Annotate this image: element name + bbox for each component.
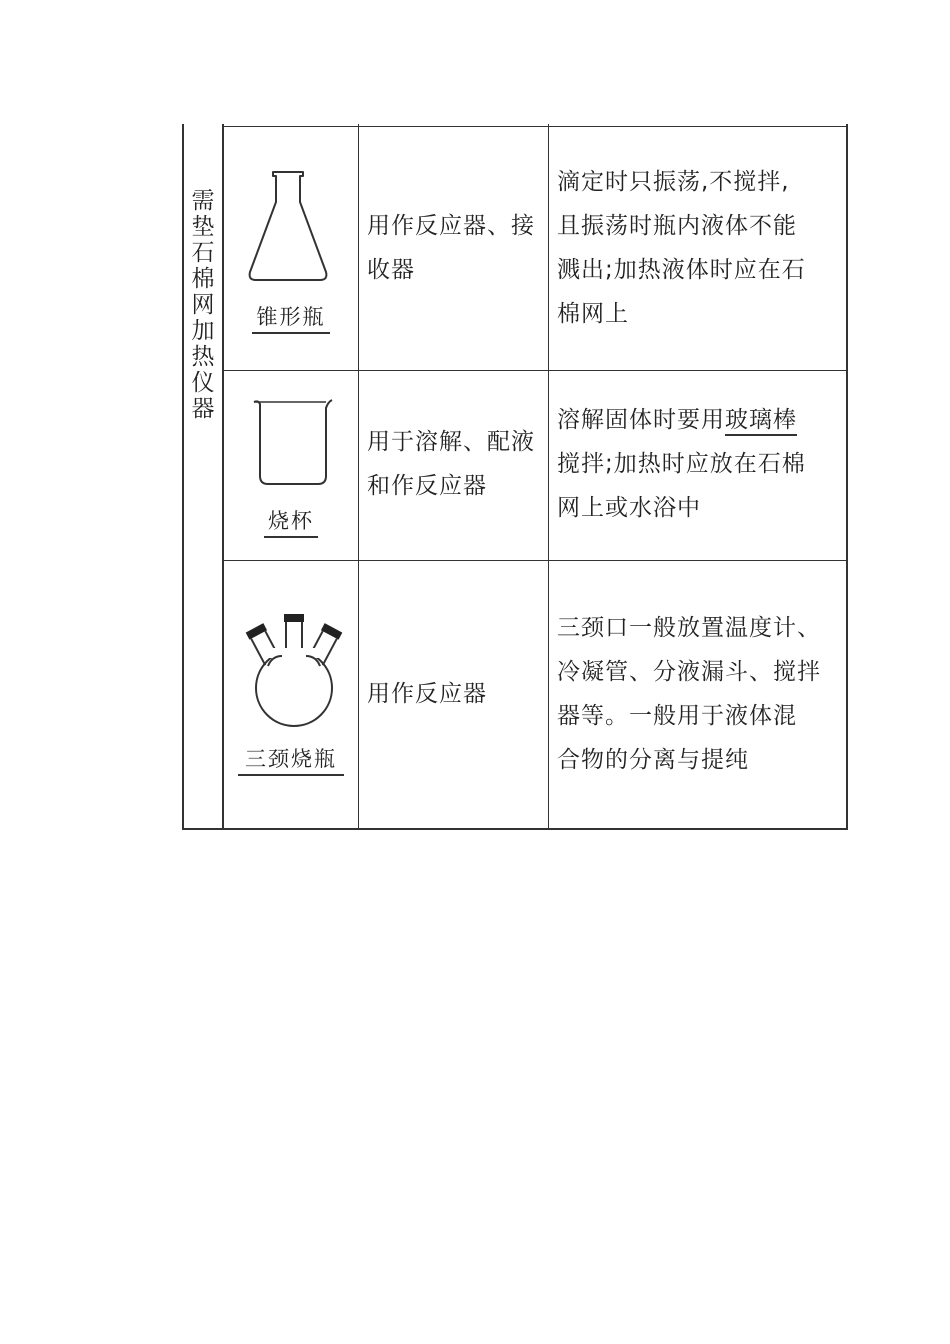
table-divider-use [548,124,549,830]
use-text: 用于溶解、配液 和作反应器 [367,429,535,499]
table-row-divider-1 [222,370,848,371]
table-row-divider-2 [222,560,848,561]
table-divider-image [358,124,359,830]
table-border-bottom [182,828,848,830]
category-label [186,188,220,422]
notes-text: 滴定时只振荡,不搅拌, 且振荡时瓶内液体不能 溅出;加热液体时应在石 棉网上 [557,169,806,327]
emphasis-underline: 玻璃棒 [725,407,797,436]
three-neck-flask-icon [238,612,350,730]
apparatus-name: 烧杯 [264,508,318,538]
category-char: 棉 [191,266,215,292]
category-char: 器 [191,396,215,422]
use-text: 用作反应器、接 收器 [367,213,535,283]
table-border-right [846,124,848,830]
table-divider-category [222,124,224,830]
use-text: 用作反应器 [367,681,487,707]
category-char: 仪 [191,370,215,396]
category-char: 石 [191,240,215,266]
beaker-icon [252,398,334,488]
category-char: 网 [191,292,215,318]
notes-text: 溶解固体时要用玻璃棒 搅拌;加热时应放在石棉 网上或水浴中 [557,407,806,521]
category-char: 垫 [191,214,215,240]
table-border-left [182,124,184,830]
category-char: 加 [191,318,215,344]
apparatus-name: 锥形瓶 [252,304,330,334]
erlenmeyer-flask-icon [246,168,330,284]
table-row-top [222,126,848,127]
category-char: 热 [191,344,215,370]
category-char: 需 [191,188,215,214]
notes-text: 三颈口一般放置温度计、 冷凝管、分液漏斗、搅拌 器等。一般用于液体混 合物的分离与提纯 [557,615,821,773]
apparatus-name: 三颈烧瓶 [238,746,344,776]
